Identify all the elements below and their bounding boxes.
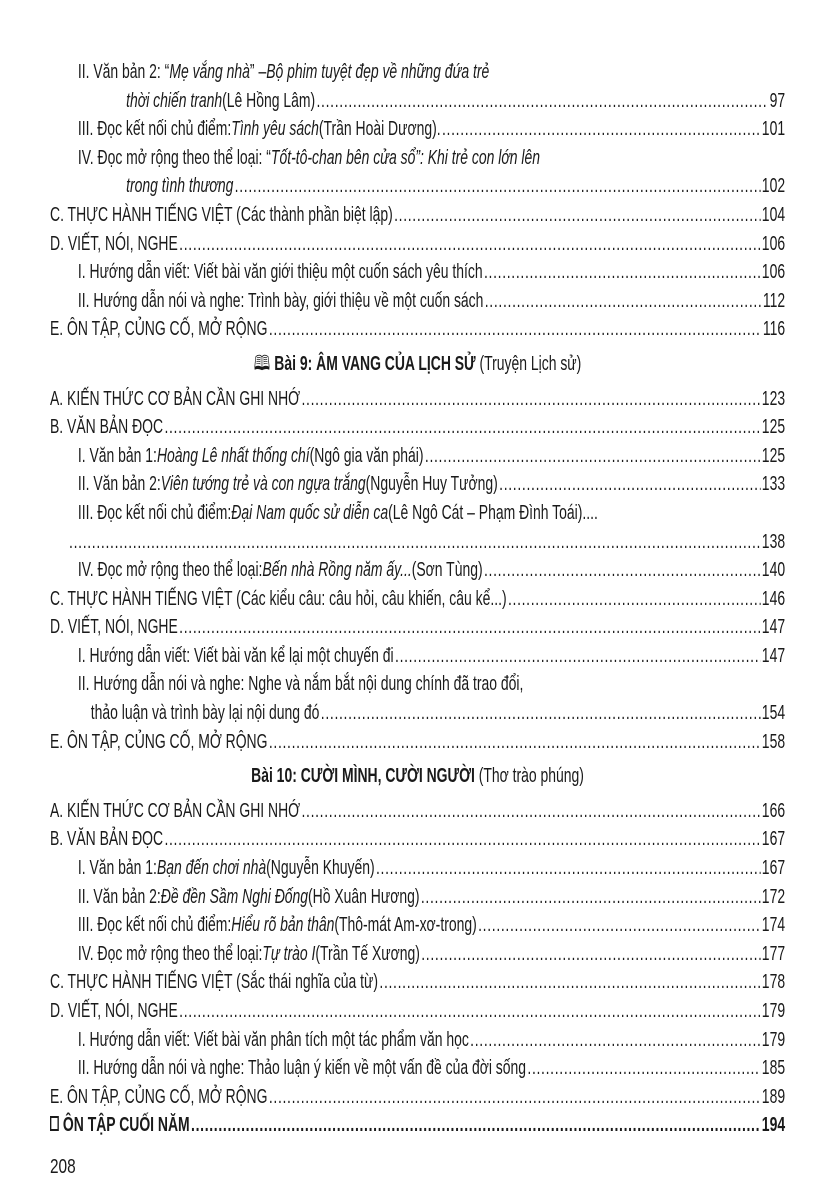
entry-text: Tự trào I — [262, 941, 316, 965]
entry-text: Tình yêu sách — [231, 117, 319, 141]
entry-text: II. Hướng dẫn nói và nghe: Trình bày, giới thiệu về một cuốn sách — [77, 288, 484, 312]
dot-leader — [376, 854, 760, 883]
entry-text: trong tình thương — [126, 174, 234, 198]
entry-text: III. Đọc kết nối chủ điểm: — [77, 117, 232, 141]
dot-leader — [484, 556, 760, 585]
entry-text: (Lê Ngô Cát – Phạm Đình Toái).... — [388, 500, 598, 524]
toc-entry[interactable] — [50, 1111, 785, 1140]
entry-text: ÔN TẬP CUỐI NĂM — [62, 1113, 190, 1137]
entry-text: Hiểu rõ bản thân — [231, 913, 335, 937]
page-ref: 140 — [761, 558, 786, 582]
page-ref: 167 — [761, 856, 786, 880]
entry-text: I. Văn bản 1: — [77, 443, 157, 467]
dot-leader — [499, 470, 760, 499]
entry-text: thảo luận và trình bày lại nội dung đó — [90, 701, 320, 725]
lesson-heading — [50, 762, 785, 791]
page-ref: 102 — [761, 174, 786, 198]
toc-entry[interactable] — [50, 442, 785, 471]
entry-text: E. ÔN TẬP, CỦNG CỐ, MỞ RỘNG — [50, 317, 268, 341]
dot-leader — [485, 287, 762, 316]
entry-text: (Hồ Xuân Hương) — [308, 884, 420, 908]
toc-entry[interactable] — [50, 413, 785, 442]
page-ref: 179 — [761, 999, 786, 1022]
page-ref: 138 — [761, 529, 786, 553]
dot-leader — [508, 585, 760, 614]
entry-text: I. Hướng dẫn viết: Viết bài văn kể lại một chuyến đi — [77, 643, 394, 667]
entry-text: C. THỰC HÀNH TIẾNG VIỆT (Các thành phần biệt lập) — [50, 202, 393, 226]
dot-leader — [269, 315, 762, 344]
page-ref: 158 — [761, 729, 786, 753]
entry-text: I. Hướng dẫn viết: Viết bài văn phân tích một tác phẩm văn học — [77, 1027, 469, 1051]
entry-text: D. VIẾT, NÓI, NGHE — [50, 231, 178, 255]
toc-entry[interactable] — [50, 230, 785, 259]
page-ref: 194 — [761, 1113, 786, 1137]
page-ref: 116 — [762, 317, 786, 341]
toc-entry[interactable] — [50, 911, 785, 940]
entry-text: II. Văn bản 2: — [77, 472, 161, 496]
toc-entry[interactable] — [50, 613, 785, 642]
dot-leader — [484, 258, 760, 287]
entry-text: (Nguyễn Huy Tưởng) — [365, 472, 498, 496]
entry-text: (Sơn Tùng) — [411, 558, 483, 582]
dot-leader — [478, 911, 760, 940]
dot-leader — [269, 1083, 761, 1112]
dot-leader — [425, 442, 761, 471]
dot-leader — [301, 797, 760, 826]
entry-text: III. Đọc kết nối chủ điểm: — [77, 500, 232, 524]
lesson-heading — [50, 350, 785, 379]
entry-text: (Nguyễn Khuyến) — [266, 856, 375, 880]
entry-text: Bộ phim tuyệt đẹp về những đứa trẻ — [266, 60, 490, 83]
toc-entry[interactable] — [50, 58, 785, 87]
dot-leader — [269, 728, 761, 757]
toc-entry[interactable] — [50, 728, 785, 757]
entry-text: II. Hướng dẫn nói và nghe: Nghe và nắm bắt nội dung chính đã trao đổi, — [77, 672, 524, 696]
entry-text: II. Hướng dẫn nói và nghe: Thảo luận ý kiến về một vấn đề của đời sống — [77, 1056, 527, 1080]
toc-entry[interactable] — [50, 797, 785, 826]
entry-text: I. Văn bản 1: — [77, 856, 157, 880]
dot-leader — [394, 201, 760, 230]
page-ref: 104 — [761, 202, 786, 226]
dot-leader — [321, 699, 761, 728]
entry-text: C. THỰC HÀNH TIẾNG VIỆT (Sắc thái nghĩa của từ) — [50, 970, 379, 994]
dot-leader — [164, 413, 760, 442]
page-ref: 97 — [769, 88, 786, 112]
toc-entry-continuation[interactable] — [50, 172, 785, 201]
dot-leader — [316, 87, 768, 116]
toc-entry[interactable] — [50, 499, 785, 528]
dot-leader — [442, 115, 760, 144]
toc-entry[interactable] — [50, 287, 785, 316]
entry-text: D. VIẾT, NÓI, NGHE — [50, 999, 178, 1022]
toc-entry[interactable] — [50, 315, 785, 344]
page-ref: 174 — [761, 913, 786, 937]
page-ref: 125 — [761, 415, 786, 439]
page-ref: 179 — [761, 1027, 786, 1051]
entry-text: thời chiến tranh — [126, 88, 223, 112]
page-ref: 123 — [761, 386, 786, 410]
dot-leader — [421, 883, 761, 912]
entry-text: B. VĂN BẢN ĐỌC — [50, 415, 164, 439]
lesson-title: Bài 10: CƯỜI MÌNH, CƯỜI NGƯỜI — [251, 764, 475, 788]
entry-text: ” – — [249, 60, 267, 83]
entry-text: IV. Đọc mở rộng theo thể loại: — [77, 558, 263, 582]
toc-entry[interactable] — [50, 670, 785, 699]
entry-text: Hoàng Lê nhất thống chí — [156, 443, 310, 467]
entry-text: Đề đền Sầm Nghi Đống — [160, 884, 309, 908]
lesson-title: Bài 9: ÂM VANG CỦA LỊCH SỬ — [274, 351, 476, 375]
entry-text: (Thô-mát Am-xơ-trong) — [334, 913, 477, 937]
page-ref: 177 — [761, 941, 786, 965]
entry-text: Đại Nam quốc sử diễn ca — [231, 500, 389, 524]
dot-leader — [191, 1111, 760, 1140]
toc-entry-continuation[interactable] — [50, 87, 785, 116]
dot-leader — [235, 172, 761, 201]
page-ref: 146 — [761, 586, 786, 610]
toc-entry[interactable] — [50, 1026, 785, 1055]
entry-text: III. Đọc kết nối chủ điểm: — [77, 913, 232, 937]
dot-leader — [421, 940, 760, 969]
entry-text: E. ÔN TẬP, CỦNG CỐ, MỞ RỘNG — [50, 729, 268, 753]
page-ref: 112 — [762, 288, 786, 312]
toc-entry[interactable] — [50, 115, 785, 144]
entry-text: E. ÔN TẬP, CỦNG CỐ, MỞ RỘNG — [50, 1084, 268, 1108]
table-of-contents — [50, 58, 785, 1140]
entry-text: IV. Đọc mở rộng theo thể loại: “ — [77, 145, 271, 169]
toc-entry[interactable] — [50, 940, 785, 969]
entry-text: (Ngô gia văn phái) — [309, 443, 424, 467]
page-ref: 106 — [761, 231, 786, 255]
page-ref: 147 — [761, 643, 786, 667]
page-number: 208 — [50, 1155, 76, 1178]
dot-leader — [179, 997, 760, 1026]
entry-text: Mẹ vắng nhà — [169, 60, 250, 83]
toc-entry[interactable] — [50, 1054, 785, 1083]
page-ref: 172 — [761, 884, 786, 908]
toc-entry[interactable] — [50, 144, 785, 173]
lesson-genre: (Thơ trào phúng) — [474, 764, 584, 788]
entry-text: II. Văn bản 2: “ — [77, 60, 170, 83]
page-ref: 167 — [761, 827, 786, 851]
page-ref: 185 — [761, 1056, 786, 1080]
entry-text: D. VIẾT, NÓI, NGHE — [50, 615, 178, 639]
toc-entry[interactable] — [50, 997, 785, 1026]
entry-text: A. KIẾN THỨC CƠ BẢN CẦN GHI NHỚ — [50, 386, 301, 410]
square-icon — [50, 1116, 59, 1131]
dot-leader — [179, 230, 760, 259]
dot-leader — [301, 385, 760, 414]
toc-entry[interactable] — [50, 825, 785, 854]
toc-entry-continuation[interactable] — [50, 699, 785, 728]
entry-text: (Trần Hoài Dương). — [318, 117, 441, 141]
dot-leader — [379, 968, 760, 997]
page-ref: 133 — [761, 472, 786, 496]
toc-entry[interactable] — [50, 585, 785, 614]
toc-entry[interactable] — [50, 470, 785, 499]
dot-leader — [470, 1026, 760, 1055]
book-icon: 🕮 — [253, 351, 271, 375]
dot-leader — [164, 825, 760, 854]
dot-leader — [527, 1054, 760, 1083]
entry-text: Bạn đến chơi nhà — [156, 856, 267, 880]
entry-text: IV. Đọc mở rộng theo thể loại: — [77, 941, 263, 965]
entry-text: I. Hướng dẫn viết: Viết bài văn giới thiệu một cuốn sách yêu thích — [77, 260, 483, 284]
entry-text: Tốt-tô-chan bên cửa sổ”: Khi trẻ con lớn lên — [270, 145, 541, 169]
toc-entry[interactable] — [50, 854, 785, 883]
toc-entry[interactable] — [50, 385, 785, 414]
entry-text: B. VĂN BẢN ĐỌC — [50, 827, 164, 851]
entry-text: Viên tướng trẻ và con ngựa trắng — [160, 472, 366, 496]
toc-entry[interactable] — [50, 642, 785, 671]
dot-leader — [179, 613, 760, 642]
lesson-genre: (Truyện Lịch sử) — [475, 351, 582, 375]
toc-entry[interactable] — [50, 883, 785, 912]
page-ref: 178 — [761, 970, 786, 994]
page-ref: 154 — [761, 701, 786, 725]
entry-text: II. Văn bản 2: — [77, 884, 161, 908]
entry-text: (Trần Tế Xương) — [315, 941, 420, 965]
toc-entry[interactable] — [50, 968, 785, 997]
toc-entry[interactable] — [50, 258, 785, 287]
entry-text: C. THỰC HÀNH TIẾNG VIỆT (Các kiểu câu: câu hỏi, câu khiến, câu kể...) — [50, 586, 507, 610]
toc-entry[interactable] — [50, 1083, 785, 1112]
page-ref: 166 — [761, 798, 786, 822]
toc-entry[interactable] — [50, 201, 785, 230]
page-ref: 147 — [761, 615, 786, 639]
entry-text: A. KIẾN THỨC CƠ BẢN CẦN GHI NHỚ — [50, 798, 301, 822]
toc-entry-continuation[interactable] — [50, 528, 785, 557]
entry-text: Bến nhà Rồng năm ấy... — [262, 558, 412, 582]
dot-leader — [69, 528, 760, 557]
entry-text: (Lê Hồng Lâm) — [222, 88, 316, 112]
page-ref: 189 — [761, 1084, 786, 1108]
dot-leader — [395, 642, 760, 671]
page-ref: 101 — [761, 117, 786, 141]
toc-entry[interactable] — [50, 556, 785, 585]
page-ref: 125 — [761, 443, 786, 467]
page-ref: 106 — [761, 260, 786, 284]
